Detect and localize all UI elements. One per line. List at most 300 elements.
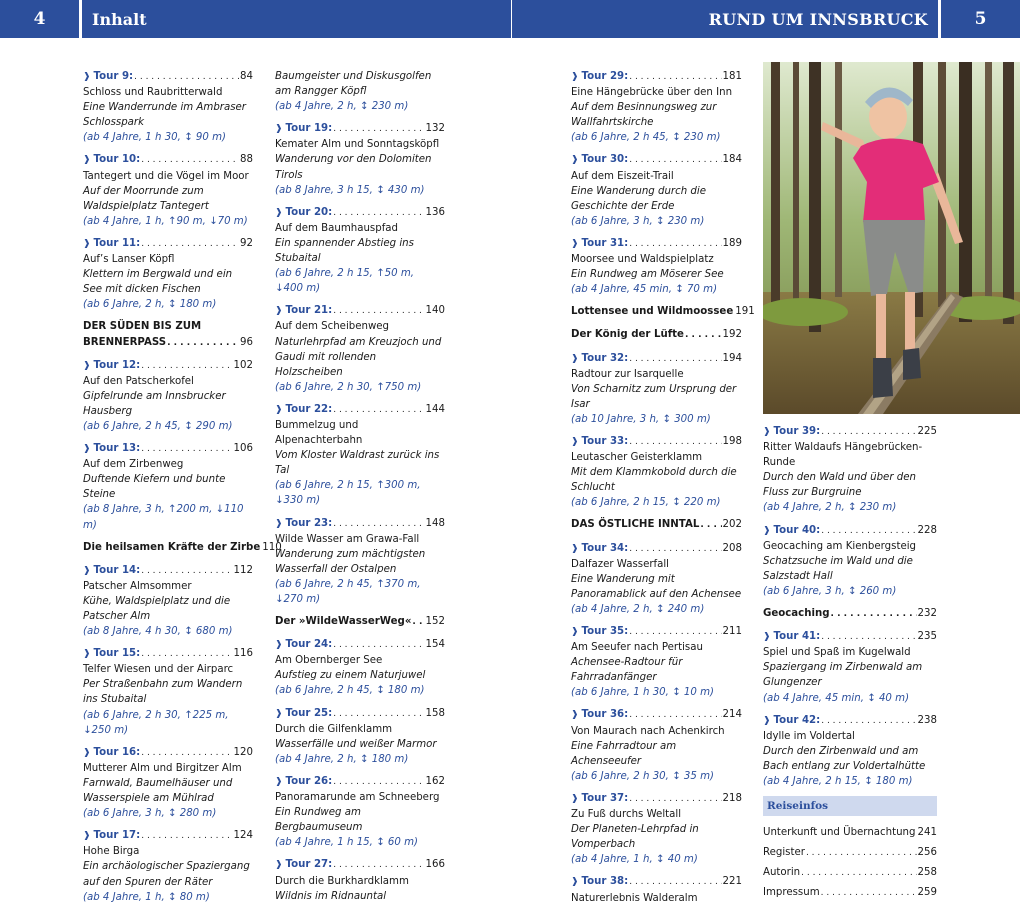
tour-name: Auf dem Scheibenweg bbox=[275, 321, 390, 333]
tour-name: Kemater Alm und Sonntagsköpfl bbox=[275, 139, 440, 151]
toc-entry-heading bbox=[275, 637, 445, 653]
tour-description: Eine Wanderrunde im Ambraser Schlosspark bbox=[83, 102, 246, 129]
toc-entry-heading bbox=[571, 69, 742, 85]
toc-entry bbox=[571, 304, 755, 320]
toc-entry bbox=[571, 434, 742, 510]
dot-leader bbox=[333, 205, 424, 221]
tour-info: (ab 6 Jahre, 2 h 30, ↕ 35 m) bbox=[571, 770, 715, 782]
chevron-right-icon: ❱ bbox=[763, 632, 771, 643]
tour-description: Aufstieg zu einem Naturjuwel bbox=[275, 670, 426, 682]
page-number: 214 bbox=[722, 709, 742, 721]
page-number: 148 bbox=[425, 517, 445, 529]
tour-info: (ab 6 Jahre, 2 h 45, ↑370 m, ↓270 m) bbox=[275, 578, 421, 605]
dot-leader bbox=[700, 517, 721, 533]
dot-leader bbox=[141, 745, 232, 761]
dot-leader bbox=[141, 563, 232, 579]
tour-label bbox=[275, 637, 332, 653]
tour-description: Spaziergang im Zirbenwald am Glungenzer bbox=[763, 662, 923, 689]
toc-entry bbox=[571, 874, 742, 906]
tour-name: Ritter Waldaufs Hängebrücken-Runde bbox=[763, 442, 923, 469]
chevron-right-icon: ❱ bbox=[275, 124, 283, 135]
tour-label bbox=[83, 828, 140, 844]
tour-info: (ab 6 Jahre, 1 h 30, ↕ 10 m) bbox=[571, 687, 715, 699]
page-number: 110 bbox=[262, 541, 282, 553]
toc-entry bbox=[571, 69, 742, 145]
reiseinfos-title: Impressum bbox=[763, 886, 820, 898]
tour-info: (ab 6 Jahre, 2 h 30, ↑750 m) bbox=[275, 381, 422, 393]
tour-number: Tour 23: bbox=[285, 517, 333, 529]
toc-entry-heading bbox=[571, 707, 742, 723]
dot-leader bbox=[141, 152, 239, 168]
page-number: 132 bbox=[425, 123, 445, 135]
page-number: 194 bbox=[722, 352, 742, 364]
toc-entry bbox=[275, 706, 445, 767]
dot-leader bbox=[821, 713, 916, 729]
tour-number: Tour 32: bbox=[581, 352, 629, 364]
tour-number: Tour 40: bbox=[773, 524, 821, 536]
toc-entry bbox=[83, 540, 282, 556]
dot-leader bbox=[821, 523, 916, 539]
tour-number: Tour 20: bbox=[285, 206, 333, 218]
chevron-right-icon: ❱ bbox=[83, 831, 91, 842]
toc-entry bbox=[275, 774, 445, 850]
chevron-right-icon: ❱ bbox=[83, 72, 91, 82]
tour-label bbox=[275, 774, 332, 790]
tour-label bbox=[763, 424, 820, 440]
tour-name: Bummelzug und Alpenachterbahn bbox=[275, 419, 363, 447]
dot-leader bbox=[629, 874, 721, 890]
toc-entry-heading bbox=[83, 358, 253, 374]
tour-name: Moorsee und Waldspielplatz bbox=[571, 254, 714, 266]
tour-info: (ab 4 Jahre, 1 h, ↑90 m, ↓70 m) bbox=[83, 215, 248, 227]
tour-description: Ein archäologischer Spaziergang auf den Spuren der Räter bbox=[83, 861, 250, 888]
tour-info: (ab 6 Jahre, 2 h 30, ↑225 m, ↓250 m) bbox=[83, 709, 229, 736]
page-number: 225 bbox=[917, 426, 937, 437]
page-number: 152 bbox=[425, 616, 445, 628]
tour-label bbox=[83, 236, 140, 252]
dot-leader bbox=[629, 69, 721, 85]
tour-label bbox=[83, 358, 140, 374]
toc-entry-heading bbox=[763, 629, 937, 645]
toc-entry-heading bbox=[83, 563, 253, 579]
toc-entry bbox=[275, 303, 445, 395]
dot-leader bbox=[629, 236, 721, 252]
topic-title: Lottensee und Wildmoossee bbox=[571, 306, 734, 318]
tour-description: Eine Wanderung durch die Geschichte der Erde bbox=[571, 185, 706, 212]
dot-leader bbox=[629, 707, 721, 723]
tour-description: Ein spannender Abstieg ins Stubaital bbox=[275, 237, 414, 265]
tour-info: (ab 6 Jahre, 3 h, ↕ 260 m) bbox=[763, 585, 897, 597]
toc-entry bbox=[83, 441, 253, 533]
topic-title: DAS ÖSTLICHE INNTAL bbox=[571, 519, 700, 531]
chevron-right-icon: ❱ bbox=[763, 715, 771, 726]
toc-column-1 bbox=[83, 69, 282, 906]
tour-number: Tour 25: bbox=[285, 707, 333, 719]
tour-name: Auf den Patscherkofel bbox=[83, 375, 194, 387]
toc-entry-heading bbox=[83, 745, 253, 761]
tour-name: Panoramarunde am Schneeberg bbox=[275, 792, 440, 804]
tour-name: Von Maurach nach Achenkirch bbox=[571, 725, 725, 737]
reiseinfos-item bbox=[763, 865, 937, 881]
chevron-right-icon: ❱ bbox=[83, 444, 91, 455]
dot-leader bbox=[412, 614, 424, 630]
toc-entry bbox=[763, 424, 937, 516]
tour-description: Gipfelrunde am Innsbrucker Hausberg bbox=[83, 390, 226, 417]
page-number: 232 bbox=[917, 608, 937, 620]
tour-name: Tantegert und die Vögel im Moor bbox=[83, 170, 249, 182]
tour-name: Hohe Birga bbox=[83, 846, 140, 858]
tour-label bbox=[571, 351, 628, 367]
tour-description: Kühe, Waldspielplatz und die Patscher Alm bbox=[83, 595, 231, 622]
toc-entry bbox=[83, 646, 253, 738]
page-number: 116 bbox=[233, 648, 253, 660]
tour-info: (ab 6 Jahre, 2 h 45, ↕ 230 m) bbox=[571, 132, 721, 144]
tour-label bbox=[571, 69, 628, 85]
tour-description: Wasserfälle und weißer Marmor bbox=[275, 738, 437, 750]
tour-description: Klettern im Bergwald und ein See mit dicken Fischen bbox=[83, 269, 233, 296]
dot-leader bbox=[141, 236, 239, 252]
reiseinfos-list bbox=[763, 825, 937, 901]
tour-info: (ab 4 Jahre, 2 h, ↕ 230 m) bbox=[275, 101, 409, 113]
tour-info: (ab 4 Jahre, 1 h 15, ↕ 60 m) bbox=[275, 837, 419, 849]
toc-entry bbox=[571, 351, 742, 427]
tour-name: Wilde Wasser am Grawa-Fall bbox=[275, 533, 420, 545]
toc-entry-heading bbox=[83, 69, 253, 85]
toc-entry bbox=[83, 745, 253, 821]
tour-label bbox=[763, 629, 820, 645]
dot-leader bbox=[333, 121, 424, 137]
chevron-right-icon: ❱ bbox=[571, 72, 579, 82]
toc-entry-heading bbox=[571, 517, 742, 533]
toc-entry-heading bbox=[571, 236, 742, 252]
tour-info: (ab 6 Jahre, 2 h 45, ↕ 290 m) bbox=[83, 420, 233, 432]
tour-name: Schloss und Raubritterwald bbox=[83, 87, 223, 99]
tour-info: (ab 4 Jahre, 1 h, ↕ 40 m) bbox=[571, 854, 698, 866]
tour-number: Tour 22: bbox=[285, 403, 333, 415]
dot-leader bbox=[821, 885, 917, 901]
toc-entry-heading bbox=[763, 713, 937, 729]
chevron-right-icon: ❱ bbox=[571, 793, 579, 804]
toc-entry bbox=[83, 69, 253, 145]
dot-leader bbox=[141, 441, 232, 457]
tour-name: Auf’s Lanser Köpfl bbox=[83, 254, 175, 266]
topic-title: Der »WildeWasserWeg« bbox=[275, 616, 412, 628]
tour-description: Duftende Kiefern und bunte Steine bbox=[83, 474, 226, 501]
toc-entry bbox=[275, 857, 445, 906]
toc-entry-heading bbox=[275, 402, 445, 418]
tour-label bbox=[571, 152, 628, 168]
dot-leader bbox=[141, 358, 232, 374]
tour-name: Radtour zur Isarquelle bbox=[571, 368, 684, 380]
page-number: 92 bbox=[240, 237, 253, 249]
tour-description: Auf dem Besinnungsweg zur Wallfahrtskirche bbox=[571, 102, 717, 129]
toc-entry bbox=[763, 713, 937, 789]
tour-label bbox=[83, 152, 140, 168]
tour-name: Telfer Wiesen und der Airparc bbox=[83, 664, 234, 676]
tour-label bbox=[571, 434, 628, 450]
tour-name: Mutterer Alm und Birgitzer Alm bbox=[83, 762, 242, 774]
tour-number: Tour 38: bbox=[581, 876, 629, 888]
tour-label bbox=[275, 857, 332, 873]
dot-leader bbox=[333, 706, 424, 722]
chevron-right-icon: ❱ bbox=[275, 404, 283, 415]
toc-entry bbox=[275, 69, 445, 114]
page-number: 211 bbox=[722, 626, 742, 637]
tour-number: Tour 36: bbox=[581, 709, 629, 721]
page-number: 154 bbox=[425, 639, 445, 651]
tour-number: Tour 37: bbox=[581, 792, 629, 804]
dot-leader bbox=[629, 541, 721, 557]
page-number: 136 bbox=[425, 206, 445, 218]
page-number: 191 bbox=[735, 306, 755, 318]
dot-leader bbox=[831, 606, 917, 622]
toc-entry bbox=[275, 614, 445, 630]
toc-entry bbox=[275, 637, 445, 698]
toc-entry bbox=[571, 327, 742, 343]
chevron-right-icon: ❱ bbox=[763, 427, 771, 437]
chevron-right-icon: ❱ bbox=[763, 525, 771, 536]
tour-number: Tour 10: bbox=[93, 154, 141, 166]
tour-description: Eine Wanderung mit Panoramablick auf den Achensee bbox=[571, 573, 742, 600]
toc-entry-heading bbox=[571, 327, 742, 343]
tour-number: Tour 24: bbox=[285, 639, 333, 651]
tour-label bbox=[275, 121, 332, 137]
tour-label bbox=[571, 874, 628, 890]
chevron-right-icon: ❱ bbox=[571, 353, 579, 364]
page-number: 192 bbox=[722, 329, 742, 341]
tour-number: Tour 42: bbox=[773, 714, 821, 726]
tour-description: Ein Rundweg am Bergbaumuseum bbox=[275, 807, 363, 834]
toc-entry-heading bbox=[275, 516, 445, 532]
page-number-left: 4 bbox=[0, 0, 79, 38]
page-number: 158 bbox=[425, 707, 445, 719]
tour-number: Tour 19: bbox=[285, 123, 333, 135]
section-heading-row bbox=[83, 335, 253, 351]
page-number: 258 bbox=[917, 866, 937, 878]
tour-name: Auf dem Zirbenweg bbox=[83, 459, 184, 471]
tour-description: Der Planeten-Lehrpfad in Vomperbach bbox=[571, 824, 699, 851]
reiseinfos-title: Autorin bbox=[763, 866, 801, 878]
chevron-right-icon: ❱ bbox=[571, 877, 579, 888]
tour-description: Wanderung zum mächtigsten Wasserfall der Ostalpen bbox=[275, 548, 426, 575]
tour-description: Auf der Moorrunde zum Waldspielplatz Tantegert bbox=[83, 185, 209, 212]
tour-info: (ab 10 Jahre, 3 h, ↕ 300 m) bbox=[571, 413, 711, 425]
tour-number: Tour 31: bbox=[581, 237, 629, 249]
page-number: 120 bbox=[233, 746, 253, 758]
dot-leader bbox=[333, 402, 424, 418]
tour-label bbox=[275, 706, 332, 722]
tour-description: Achensee-Radtour für Fahrradanfänger bbox=[571, 657, 683, 684]
toc-entry-heading bbox=[571, 874, 742, 890]
toc-column-2 bbox=[275, 69, 445, 906]
tour-label bbox=[571, 541, 628, 557]
chevron-right-icon: ❱ bbox=[571, 155, 579, 166]
page-number: 112 bbox=[233, 564, 253, 576]
tour-label bbox=[571, 624, 628, 640]
tour-label bbox=[571, 791, 628, 807]
tour-number: Tour 27: bbox=[285, 859, 333, 871]
toc-entry bbox=[275, 205, 445, 297]
toc-entry-heading bbox=[83, 828, 253, 844]
tour-name: Geocaching am Kienbergsteig bbox=[763, 540, 917, 552]
tour-number: Tour 13: bbox=[93, 443, 141, 455]
toc-entry bbox=[275, 402, 445, 509]
tour-name: Leutascher Geisterklamm bbox=[571, 452, 703, 464]
reiseinfos-item bbox=[763, 885, 937, 901]
page-number: 221 bbox=[722, 876, 742, 888]
toc-entry-heading bbox=[763, 424, 937, 440]
tour-description: Schatzsuche im Wald und die Salzstadt Hall bbox=[763, 555, 913, 582]
page-number: 228 bbox=[917, 524, 937, 536]
tour-info: (ab 6 Jahre, 3 h, ↕ 280 m) bbox=[83, 808, 217, 820]
reiseinfos-item bbox=[763, 825, 937, 841]
toc-entry-heading bbox=[571, 541, 742, 557]
page-number: 88 bbox=[240, 154, 253, 166]
tour-label bbox=[275, 402, 332, 418]
page-number-right: 5 bbox=[941, 0, 1020, 38]
dot-leader bbox=[134, 69, 239, 85]
dot-leader bbox=[333, 774, 424, 790]
tour-info: (ab 4 Jahre, 1 h, ↕ 80 m) bbox=[83, 891, 210, 903]
tour-info: (ab 8 Jahre, 3 h, ↑200 m, ↓110 m) bbox=[83, 504, 244, 531]
toc-entry-heading bbox=[275, 857, 445, 873]
tour-number: Tour 12: bbox=[93, 359, 141, 371]
page-number: 162 bbox=[425, 775, 445, 787]
toc-entry-heading bbox=[763, 606, 937, 622]
toc-entry-heading bbox=[275, 614, 445, 630]
toc-entry-heading bbox=[275, 774, 445, 790]
toc-entry bbox=[83, 563, 253, 639]
page-number: 259 bbox=[917, 886, 937, 898]
chevron-right-icon: ❱ bbox=[571, 436, 579, 447]
dot-leader bbox=[801, 865, 916, 881]
dot-leader bbox=[685, 327, 722, 343]
page-number: 241 bbox=[917, 827, 937, 839]
toc-column-3 bbox=[571, 69, 755, 906]
toc-entry bbox=[83, 358, 253, 434]
page-number: 208 bbox=[722, 542, 742, 554]
toc-entry bbox=[275, 516, 445, 608]
tour-info: (ab 8 Jahre, 4 h 30, ↕ 680 m) bbox=[83, 626, 233, 638]
tour-info: (ab 6 Jahre, 2 h 15, ↑300 m, ↓330 m) bbox=[275, 480, 421, 507]
tour-name: Idylle im Voldertal bbox=[763, 730, 855, 742]
tour-number: Tour 29: bbox=[581, 71, 629, 82]
tour-number: Tour 39: bbox=[773, 426, 821, 437]
section-heading: DER SÜDEN BIS ZUM bbox=[83, 321, 202, 333]
tour-info: (ab 6 Jahre, 2 h, ↕ 180 m) bbox=[83, 299, 217, 311]
toc-entry-heading bbox=[275, 303, 445, 319]
page-title-left: Inhalt bbox=[82, 0, 511, 38]
toc-entry-heading bbox=[83, 646, 253, 662]
page-number: 181 bbox=[722, 71, 742, 82]
tour-label bbox=[275, 303, 332, 319]
chevron-right-icon: ❱ bbox=[571, 238, 579, 249]
toc-entry bbox=[571, 541, 742, 617]
toc-entry bbox=[571, 791, 742, 867]
tour-label bbox=[571, 236, 628, 252]
chevron-right-icon: ❱ bbox=[83, 238, 91, 249]
tour-description: Durch den Zirbenwald und am Bach entlang zur Voldertalhütte bbox=[763, 745, 926, 772]
toc-entry bbox=[83, 236, 253, 312]
tour-description: Wanderung vor den Dolomiten Tirols bbox=[275, 154, 432, 181]
toc-entry bbox=[571, 517, 742, 533]
tour-info: (ab 4 Jahre, 2 h, ↕ 230 m) bbox=[763, 502, 897, 514]
dot-leader bbox=[333, 637, 424, 653]
dot-leader bbox=[629, 791, 721, 807]
tour-name: Am Obernberger See bbox=[275, 655, 383, 667]
photo-girl-balancing-on-log bbox=[763, 62, 1020, 414]
tour-name: Patscher Almsommer bbox=[83, 580, 192, 592]
tour-name: Auf dem Eiszeit-Trail bbox=[571, 170, 674, 182]
tour-label bbox=[83, 69, 133, 85]
page-number: 218 bbox=[722, 792, 742, 804]
topic-title: Geocaching bbox=[763, 608, 830, 620]
page-number: 84 bbox=[240, 71, 253, 82]
toc-entry-heading bbox=[571, 351, 742, 367]
tour-description: Eine Fahrradtour am Achenseeufer bbox=[571, 740, 677, 767]
tour-number: Tour 9: bbox=[93, 71, 134, 82]
tour-name: Am Seeufer nach Pertisau bbox=[571, 642, 703, 654]
tour-label bbox=[83, 441, 140, 457]
tour-info: (ab 6 Jahre, 3 h, ↕ 230 m) bbox=[571, 215, 705, 227]
reiseinfos-item bbox=[763, 845, 937, 861]
tour-info: (ab 8 Jahre, 3 h 15, ↕ 430 m) bbox=[275, 184, 425, 196]
tour-number: Tour 26: bbox=[285, 775, 333, 787]
tour-description: Vom Kloster Waldrast zurück ins Tal bbox=[275, 450, 440, 477]
chevron-right-icon: ❱ bbox=[275, 640, 283, 651]
tour-info: (ab 4 Jahre, 2 h 15, ↕ 180 m) bbox=[763, 775, 913, 787]
tour-description: Farnwald, Baumelhäuser und Wasserspiele am Mühlrad bbox=[83, 777, 233, 805]
tour-number: Tour 21: bbox=[285, 305, 333, 317]
tour-label bbox=[83, 563, 140, 579]
chevron-right-icon: ❱ bbox=[571, 543, 579, 554]
dot-leader bbox=[629, 351, 721, 367]
tour-number: Tour 11: bbox=[93, 237, 141, 249]
tour-name: Durch die Gilfenklamm bbox=[275, 723, 393, 735]
dot-leader bbox=[629, 434, 721, 450]
tour-description: Durch den Wald und über den Fluss zur Burgruine bbox=[763, 472, 916, 499]
topic-title: Der König der Lüfte bbox=[571, 329, 684, 341]
tour-info: (ab 6 Jahre, 2 h 15, ↕ 220 m) bbox=[571, 497, 721, 509]
tour-name: Zu Fuß durchs Weltall bbox=[571, 809, 682, 821]
page-number: 238 bbox=[917, 714, 937, 726]
page-number: 166 bbox=[425, 859, 445, 871]
page-number: 102 bbox=[233, 359, 253, 371]
page-number: 106 bbox=[233, 443, 253, 455]
chevron-right-icon: ❱ bbox=[83, 360, 91, 371]
toc-entry-heading bbox=[571, 624, 742, 640]
page-number: 184 bbox=[722, 154, 742, 166]
toc-entry bbox=[83, 828, 253, 904]
tour-number: Tour 15: bbox=[93, 648, 141, 660]
page-number: 124 bbox=[233, 830, 253, 842]
toc-entry-heading bbox=[763, 523, 937, 539]
toc-entry-heading bbox=[571, 791, 742, 807]
toc-entry-heading bbox=[83, 441, 253, 457]
section-heading: BRENNERPASS bbox=[83, 336, 167, 348]
toc-entry bbox=[571, 152, 742, 228]
tour-info: (ab 4 Jahre, 2 h, ↕ 240 m) bbox=[571, 603, 705, 615]
tour-number: Tour 16: bbox=[93, 746, 141, 758]
tour-description: Wildnis im Ridnauntal bbox=[275, 890, 387, 902]
toc-entry bbox=[83, 152, 253, 228]
page-number: 189 bbox=[722, 237, 742, 249]
page-number: 202 bbox=[722, 519, 742, 531]
tour-name: Auf dem Baumhauspfad bbox=[275, 222, 398, 234]
tour-info: (ab 4 Jahre, 45 min, ↕ 40 m) bbox=[763, 692, 910, 704]
tour-number: Tour 41: bbox=[773, 631, 821, 643]
tour-info: (ab 6 Jahre, 2 h 45, ↕ 180 m) bbox=[275, 685, 425, 697]
